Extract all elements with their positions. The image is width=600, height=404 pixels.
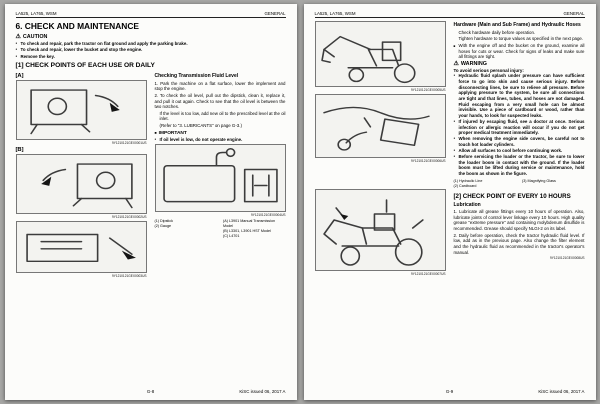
manual-page-right (304, 4, 596, 400)
figure-code: 9Y1210121GEX0004US (250, 213, 286, 218)
page-footer (16, 389, 286, 396)
hardware-line: Check hardware daily before operation. (458, 29, 536, 35)
header-section-text: GENERAL (563, 11, 585, 16)
figures-column (16, 72, 147, 280)
checking-reference: (Refer to "3. LUBRICANTS" on page G-3.) (159, 123, 242, 129)
figure-code: 9Y1210121GEX0006US (410, 159, 446, 164)
legend-item: (2) Cardboard (453, 183, 477, 188)
legend-item: (2) Gauge (154, 224, 172, 229)
engine-area-figure-b (16, 154, 147, 214)
hardware-line: Tighten hardware to torque values as specified in the next page. (458, 36, 584, 42)
warning-item: ● Before servicing the loader or the tractor, be sure to lower the loader boom in contact with the ground. If the loader boom must be lifted during service or maintenance, hold the boom as shown in the figure. (454, 154, 585, 177)
page-header (315, 11, 585, 18)
figure-code: 9Y1210121GEX0005US (410, 88, 446, 93)
dipstick-figure (155, 144, 286, 212)
dipstick-illustration (156, 145, 285, 211)
text-column (454, 21, 585, 278)
caution-header (16, 34, 286, 40)
issue-note: KiSC issued 06, 2017 A (538, 389, 585, 394)
page-number: G-8 (146, 389, 155, 394)
chapter-title: 6. CHECK AND MAINTENANCE (15, 21, 139, 32)
important-square-icon: ■ (154, 130, 157, 135)
left-page-columns (16, 72, 286, 280)
caution-label: CAUTION (22, 34, 48, 41)
legend-item: (3) Magnifying Glass (522, 178, 556, 183)
right-page-columns (315, 21, 585, 278)
warning-item: ● Hydraulic fluid splash under pressure can have sufficient force to go into skin and cause serious injury. Before disconnecting lines, be sure to relieve all pressure. Before applying pressure to the system, be sure all connections are tight and that lines, tubes, and hoses are not damaged. Fluid escaping from a very small hole can be almost invisible. Use a piece of cardboard or wood, rather than your hands, to look for suspected leaks. (454, 73, 585, 118)
important-header (155, 131, 286, 136)
header-model-text: LA525, LA765, WSM (15, 11, 57, 16)
engine-area-figure (16, 80, 147, 140)
legend-column-2 (223, 219, 286, 239)
warning-header (454, 61, 585, 67)
checking-step: 2. To check the oil level, pull out the dipstick, clean it, replace it, and pull it out again. Check to see that the oil level is between the two notches. (154, 92, 286, 110)
warning-label: WARNING (460, 60, 487, 67)
oil-inlet-illustration (17, 222, 146, 272)
manual-page-left (5, 4, 297, 400)
figure-code: 9Y1210121GEX0001US (111, 141, 147, 146)
hardware-heading: Hardware (Main and Sub Frame) and Hydraulic Hoses (453, 22, 581, 29)
lubrication-heading: Lubrication (453, 201, 481, 208)
figure-legend (155, 219, 286, 239)
lubrication-step: 2. Daily before operation, check the tractor hydraulic fluid level. If low, add as in the previous page. Also change the filter element and the hydraulic fluid as recommended in the tractor's operator's manual. (453, 232, 585, 255)
legend-column-2 (522, 179, 585, 189)
caution-block (16, 34, 286, 59)
checking-heading: Checking Transmission Fluid Level (154, 73, 239, 80)
figure-group-b-label: [B] (15, 147, 24, 154)
section-2-heading: [2] CHECK POINT OF EVERY 10 HOURS (453, 192, 571, 200)
warning-item: ● Allow all surfaces to cool before continuing work. (454, 148, 585, 154)
important-label: IMPORTANT (158, 130, 187, 136)
figure-code: 9Y1210121GEX0002US (111, 215, 147, 220)
warning-triangle-icon: ⚠ (453, 60, 459, 67)
loader-boom-support-figure (315, 21, 446, 87)
leak-check-figure (315, 94, 446, 158)
page-number: G-9 (445, 389, 454, 394)
figure-code: 9Y1210121GEX0003US (111, 274, 147, 279)
legend-item: (1) Dipstick (154, 219, 173, 224)
checking-note: If the level is too low, add new oil to the prescribed level at the oil inlet. (159, 110, 286, 122)
grease-points-figure (315, 189, 446, 271)
engine-area-illustration (17, 81, 146, 139)
legend-item: (B) L3301, L3901 HST Model (223, 229, 271, 234)
loader-boom-support-illustration (316, 22, 445, 86)
page-header (16, 11, 286, 18)
issue-note: KiSC issued 06, 2017 A (239, 389, 286, 394)
figures-column (315, 21, 446, 278)
warning-intro: To avoid serious personal injury: (453, 67, 524, 73)
lubrication-step: 1. Lubricate all grease fittings every 10 hours of operation. Also, lubricate joints of control lever linkage every 10 hours. High quality grease "extreme pressure" and containing molybdenum disulfide is recommended. Grease should specify NLGI-2 on its label. (453, 209, 585, 231)
caution-item: ● To check and repair, park the tractor on flat ground and apply the parking brake. (16, 41, 286, 47)
legend-column-1 (155, 219, 218, 239)
important-item: ● If oil level is low, do not operate engine. (155, 137, 286, 143)
warning-item: ● If injured by escaping fluid, see a doctor at once. Serious infection or allergic reaction will occur if you do not get proper medical treatment immediately. (454, 119, 585, 136)
engine-area-b-illustration (17, 155, 146, 213)
figure-legend (454, 179, 585, 189)
legend-item: (C) L4701 (223, 234, 240, 239)
checking-step: 1. Park the machine on a flat surface, lower the implement and stop the engine. (154, 80, 286, 92)
oil-inlet-figure (16, 221, 147, 273)
figure-code: 9Y1210121GEX0007US (410, 272, 446, 277)
text-block-code: 9Y1210121GEX0008US (549, 256, 585, 261)
text-column (155, 72, 286, 280)
figure-group-a-label: [A] (15, 73, 24, 80)
hardware-bullet: ■ With the engine off and the bucket on the ground, examine all hoses for cuts or wear. Check for signs of leaks and make sure all fittings are tight. (454, 43, 585, 60)
leak-check-illustration (316, 95, 445, 157)
legend-item: (1) Hydraulic Line (453, 178, 483, 183)
warning-triangle-icon: ⚠ (15, 34, 21, 41)
grease-points-illustration (316, 190, 445, 270)
legend-column-1 (454, 179, 517, 189)
caution-item: ● Remove the key. (16, 54, 286, 60)
header-section-text: GENERAL (264, 11, 286, 16)
header-model-text: LA525, LA765, WSM (314, 11, 356, 16)
warning-item: ● When removing the engine side covers, be careful not to touch hot loader cylinders. (454, 136, 585, 147)
page-footer (315, 389, 585, 396)
legend-item: (A) L3901 Manual Transmission Model (223, 219, 276, 229)
section-1-heading: [1] CHECK POINTS OF EACH USE OR DAILY (15, 62, 155, 70)
caution-item: ● To check and repair, lower the bucket and stop the engine. (16, 47, 286, 53)
